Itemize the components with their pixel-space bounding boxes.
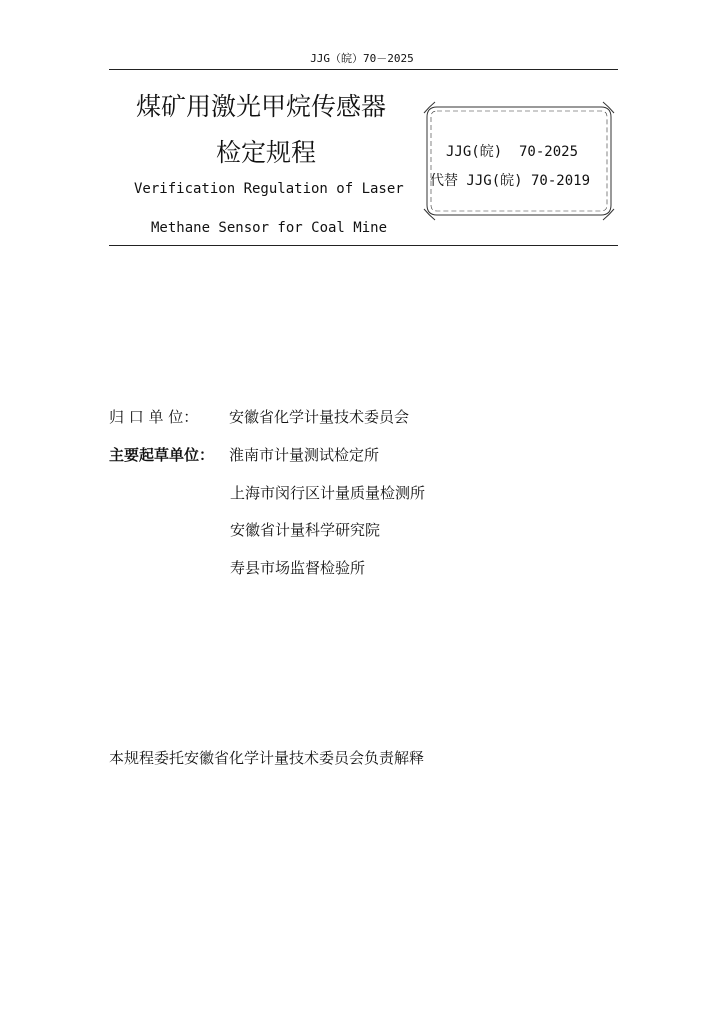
title-english-line-2: Methane Sensor for Coal Mine <box>151 220 388 236</box>
standard-replaces: 代替 JJG(皖) 70-2019 <box>430 173 591 189</box>
drafting-unit-row <box>109 445 379 465</box>
standard-number: JJG(皖) 70-2025 <box>446 144 579 160</box>
title-chinese-line-1: 煤矿用激光甲烷传感器 <box>136 92 387 121</box>
drafting-unit-item: 安徽省计量科学研究院 <box>230 521 381 539</box>
responsible-unit-label: 归 口 单 位： <box>109 408 199 426</box>
title-english-line-1: Verification Regulation of Laser <box>134 181 404 197</box>
responsible-unit-row <box>109 407 409 427</box>
title-divider <box>109 245 618 246</box>
interpretation-note: 本规程委托安徽省化学计量技术委员会负责解释 <box>109 749 425 767</box>
decorative-border-icon <box>423 101 615 221</box>
drafting-unit-value: 淮南市计量测试检定所 <box>229 446 380 464</box>
header-standard-code: JJG（皖）70－2025 <box>310 52 414 65</box>
standard-number-frame <box>423 101 615 221</box>
drafting-unit-item: 上海市闵行区计量质量检测所 <box>230 484 426 502</box>
drafting-unit-label: 主要起草单位： <box>109 446 215 464</box>
responsible-unit-value: 安徽省化学计量技术委员会 <box>229 408 410 426</box>
drafting-unit-item: 寿县市场监督检验所 <box>230 559 366 577</box>
title-chinese-line-2: 检定规程 <box>216 138 317 167</box>
header-divider <box>109 69 618 70</box>
